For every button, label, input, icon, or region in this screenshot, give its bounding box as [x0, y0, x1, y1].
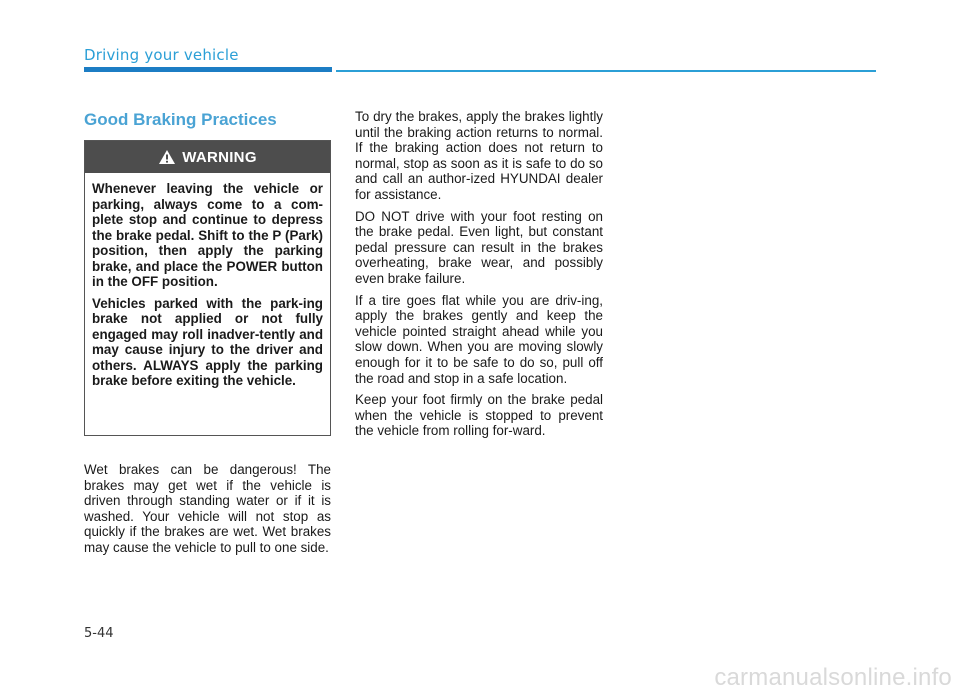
- warning-header: [85, 141, 330, 173]
- header-rule-thin: [336, 70, 876, 72]
- body-paragraph: To dry the brakes, apply the brakes lightly until the braking action returns to normal. If the braking action does not return to normal, stop as soon as it is safe to do so and call an author-ized HYUNDAI dealer for assistance.: [355, 109, 603, 202]
- body-paragraph: Wet brakes can be dangerous! The brakes may get wet if the vehicle is driven through standing water or if it is washed. Your vehicle will not stop as quickly if the brakes are wet. Wet brakes may cause the vehicle to pull to one side.: [84, 462, 331, 555]
- left-column-text: [84, 462, 331, 562]
- body-paragraph: Keep your foot firmly on the brake pedal when the vehicle is stopped to prevent the vehicle from rolling for-ward.: [355, 392, 603, 439]
- warning-box: [84, 140, 331, 436]
- warning-label: WARNING: [182, 148, 257, 166]
- warning-paragraph: Vehicles parked with the park-ing brake not applied or not fully engaged may roll inadver-tently and may cause injury to the driver and others. ALWAYS apply the parking brake before exiting the vehicle.: [92, 295, 323, 388]
- header-rule-thick: [84, 67, 332, 72]
- section-header: Driving your vehicle: [84, 46, 239, 64]
- body-paragraph: If a tire goes flat while you are driv-ing, apply the brakes gently and keep the vehicle pointed straight ahead while you slow down. When you are moving slowly enough for it to be safe to do so, pull off the road and stop in a safe location.: [355, 292, 603, 386]
- body-paragraph: DO NOT drive with your foot resting on the brake pedal. Even light, but constant pedal pressure can result in the brakes overheating, brake wear, and possibly even brake failure.: [355, 208, 603, 286]
- warning-paragraph: Whenever leaving the vehicle or parking, always come to a com-plete stop and continue to depress the brake pedal. Shift to the P (Park) position, then apply the parking brake, and place the POWER button in the OFF position.: [92, 181, 323, 289]
- warning-triangle-icon: [158, 149, 176, 165]
- warning-body: [85, 173, 330, 389]
- section-heading: Good Braking Practices: [84, 110, 277, 129]
- watermark: carmanualsonline.info: [714, 664, 952, 691]
- right-column-text: [355, 109, 603, 445]
- page-number: 5-44: [84, 626, 114, 641]
